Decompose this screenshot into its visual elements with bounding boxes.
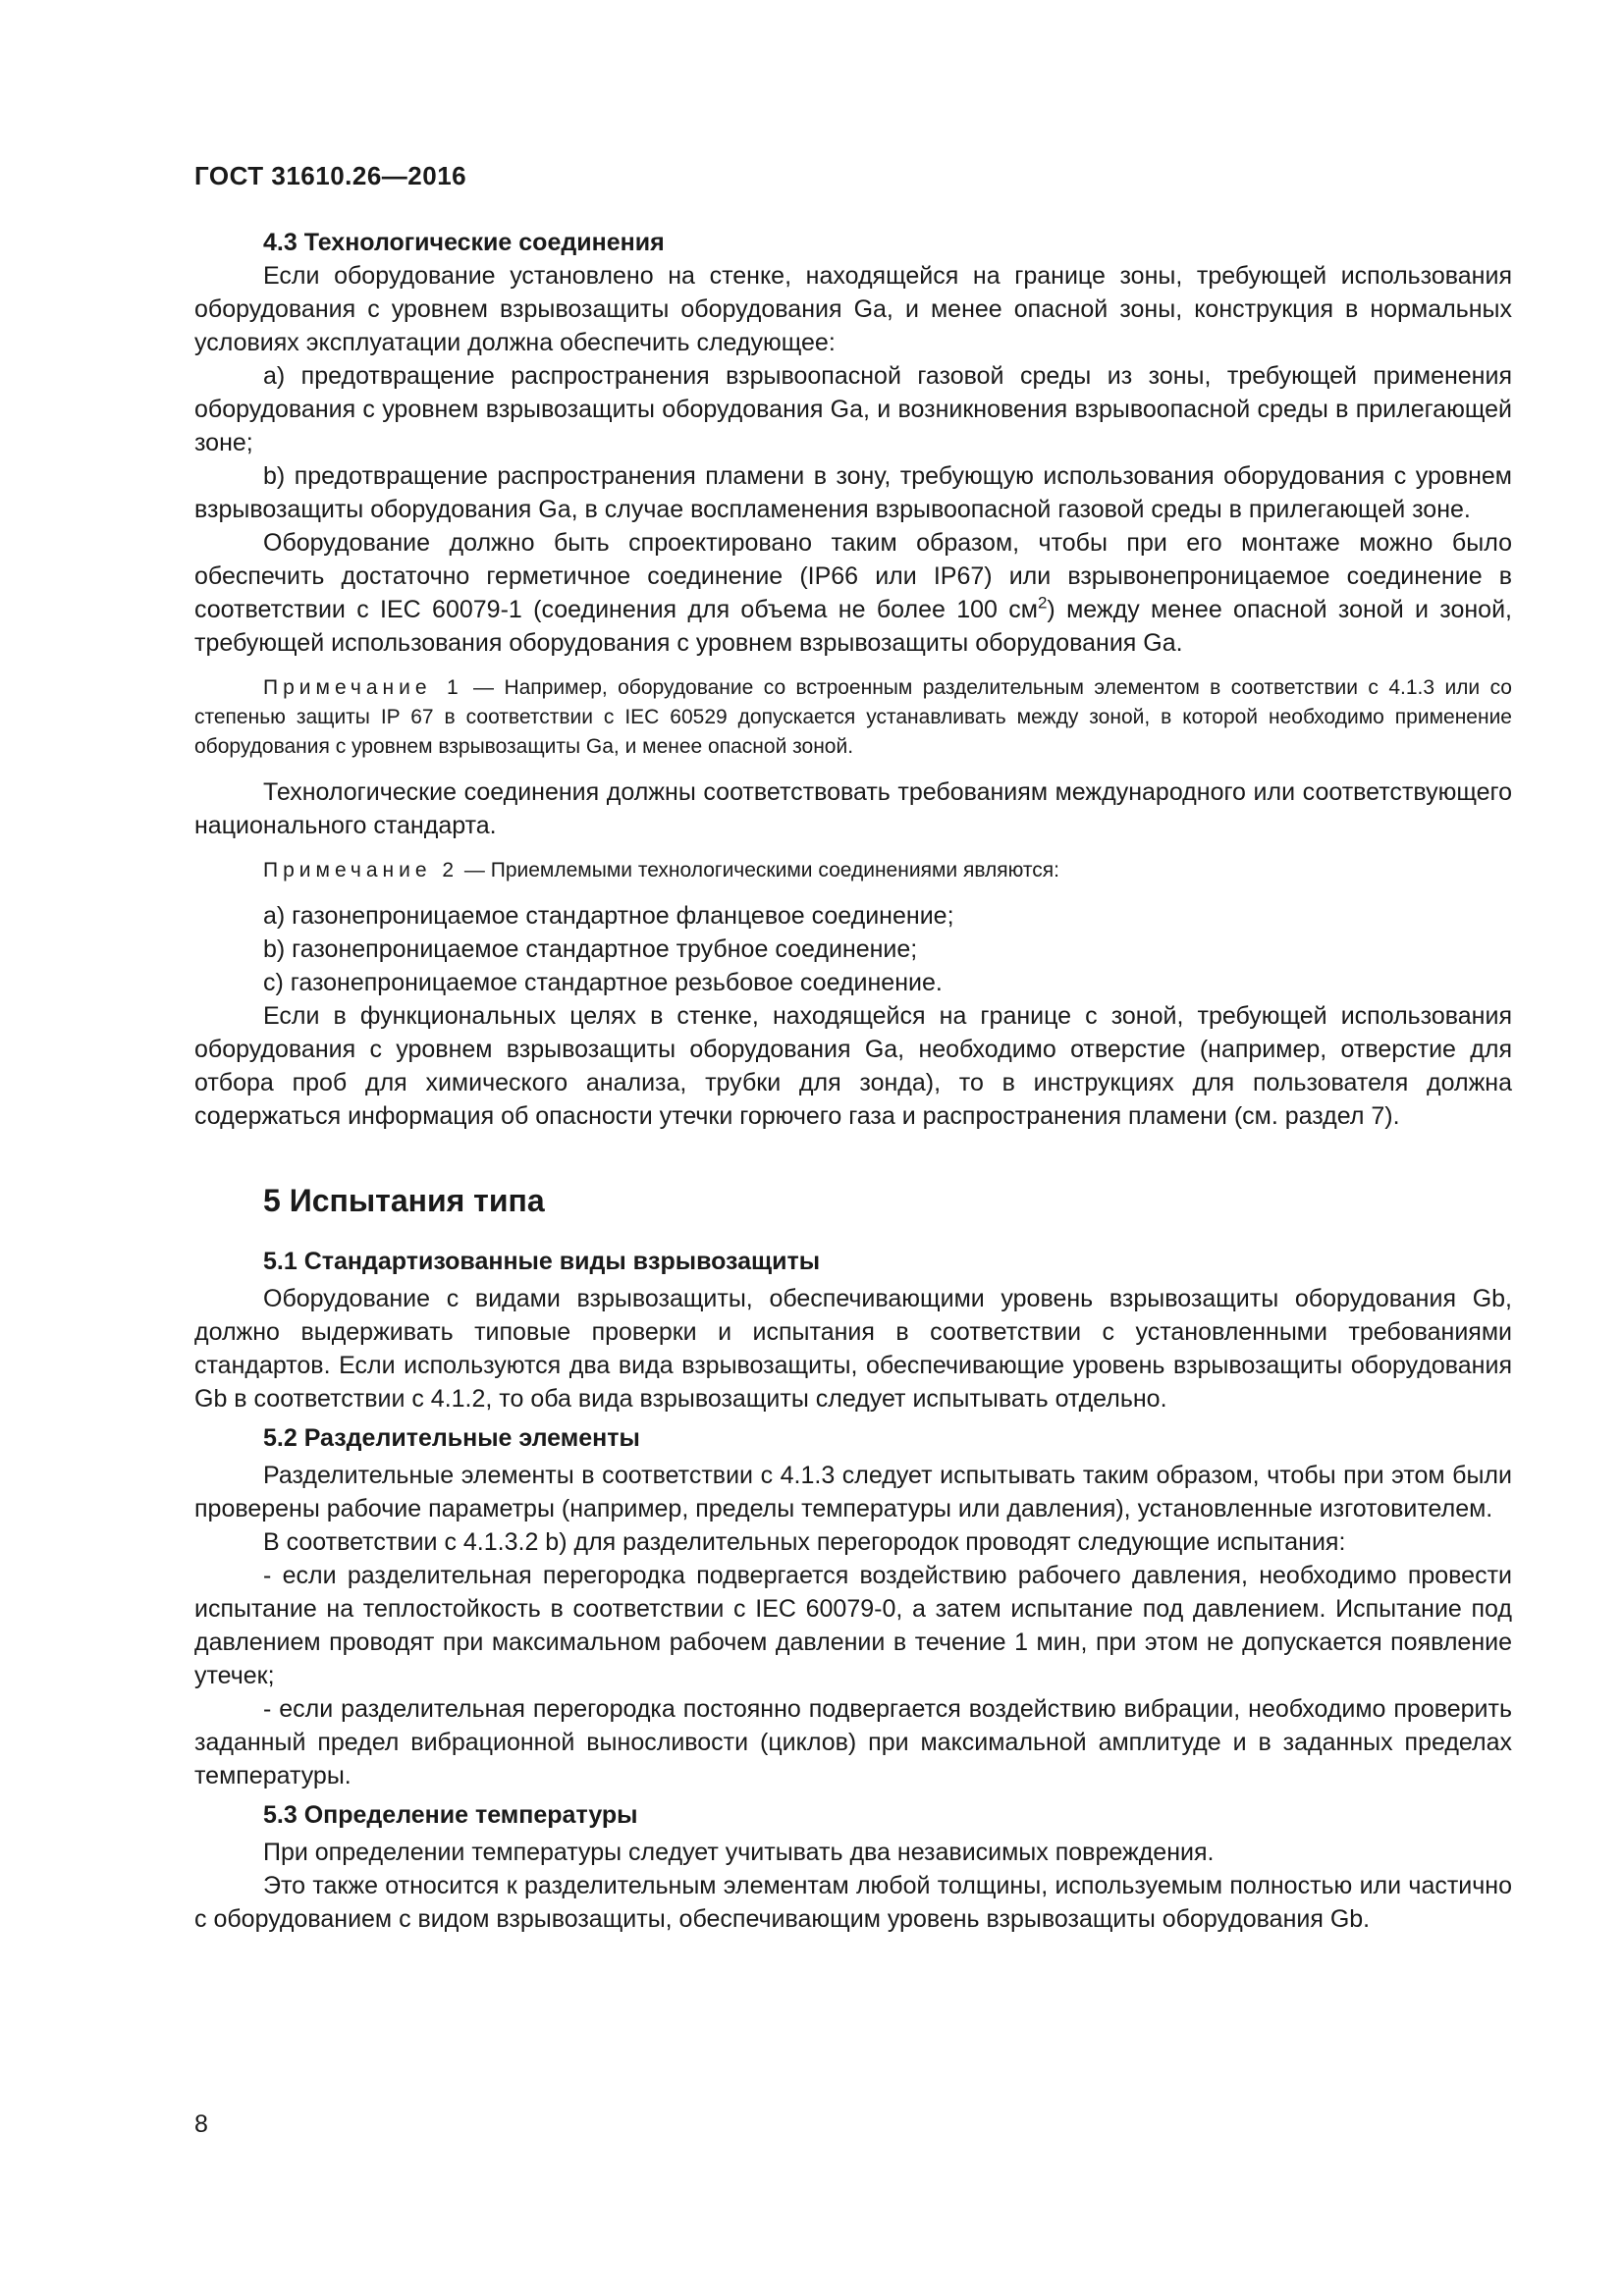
section-5-3-heading: 5.3 Определение температуры xyxy=(263,1801,638,1829)
list-item: b) газонепроницаемое стандартное трубное соединение; xyxy=(263,935,918,963)
paragraph: - если разделительная перегородка подвергается воздействию рабочего давления, необходимо провести испытание на теплостойкость в соответствии с IEC 60079-0, а затем испытание под давлением. Испытание под давлением проводят при максимальном рабочем давлении в течение 1 мин, при этом не допускается появление утечек; xyxy=(194,1562,1512,1689)
superscript: 2 xyxy=(1037,593,1048,613)
paragraph: Если в функциональных целях в стенке, находящейся на границе с зоной, требующей использования оборудования с уровнем взрывозащиты оборудования Ga, необходимо отверстие (например, отверстие для отбора проб для химического анализа, трубки для зонда), то в инструкциях для пользователя должна содержаться информация об опасности утечки горючего газа и распространения пламени (см. раздел 7). xyxy=(194,1002,1512,1130)
section-5-heading: 5 Испытания типа xyxy=(263,1183,545,1218)
list-item: a) газонепроницаемое стандартное фланцевое соединение; xyxy=(263,902,954,930)
section-5-2-heading: 5.2 Разделительные элементы xyxy=(263,1424,640,1452)
note-1 xyxy=(194,673,1512,762)
paragraph xyxy=(194,526,1512,660)
running-header: ГОСТ 31610.26—2016 xyxy=(194,161,467,190)
paragraph: Это также относится к разделительным элементам любой толщины, используемым полностью или частично с оборудованием с видом взрывозащиты, обеспечивающим уровень взрывозащиты оборудования Gb. xyxy=(194,1872,1512,1933)
paragraph: В соответствии с 4.1.3.2 b) для разделительных перегородок проводят следующие испытания: xyxy=(263,1528,1346,1556)
note-label: Примечание 2 xyxy=(263,859,460,881)
note-text: — Приемлемыми технологическими соединениями являются: xyxy=(459,859,1059,881)
list-item: c) газонепроницаемое стандартное резьбовое соединение. xyxy=(263,969,943,996)
note-2 xyxy=(194,856,1512,885)
paragraph: - если разделительная перегородка постоянно подвергается воздействию вибрации, необходимо проверить заданный предел вибрационной выносливости (циклов) при максимальной амплитуде и в заданных пределах температуры. xyxy=(194,1695,1512,1789)
note-label: Примечание 1 xyxy=(263,676,463,699)
list-item-a: a) предотвращение распространения взрывоопасной газовой среды из зоны, требующей применения оборудования с уровнем взрывозащиты оборудования Ga, и возникновения взрывоопасной среды в прилегающей зоне; xyxy=(194,362,1512,456)
note-text: — Например, оборудование со встроенным разделительным элементом в соответствии с 4.1.3 или со степенью защиты IP 67 в соответствии с IEC 60529 допускается устанавливать между зоной, в которой необходимо применение оборудования с уровнем взрывозащиты Ga, и менее опасной зоной. xyxy=(194,676,1512,758)
page-content xyxy=(194,226,1512,1936)
list-item-b: b) предотвращение распространения пламени в зону, требующую использования оборудования с уровнем взрывозащиты оборудования Ga, в случае воспламенения взрывоопасной газовой среды в прилегающей зоне. xyxy=(194,462,1512,523)
page-number: 8 xyxy=(194,2110,208,2138)
paragraph: При определении температуры следует учитывать два независимых повреждения. xyxy=(263,1839,1215,1866)
paragraph: Если оборудование установлено на стенке, находящейся на границе зоны, требующей использования оборудования с уровнем взрывозащиты оборудования Ga, и менее опасной зоны, конструкция в нормальных условиях эксплуатации должна обеспечить следующее: xyxy=(194,262,1512,356)
paragraph: Разделительные элементы в соответствии с 4.1.3 следует испытывать таким образом, чтобы при этом были проверены рабочие параметры (например, пределы температуры или давления), установленные изготовителем. xyxy=(194,1462,1512,1522)
paragraph: Оборудование с видами взрывозащиты, обеспечивающими уровень взрывозащиты оборудования Gb, должно выдерживать типовые проверки и испытания в соответствии с установленными требованиями стандартов. Если используются два вида взрывозащиты, обеспечивающие уровень взрывозащиты оборудования Gb в соответствии с 4.1.2, то оба вида взрывозащиты следует испытывать отдельно. xyxy=(194,1285,1512,1413)
section-5-1-heading: 5.1 Стандартизованные виды взрывозащиты xyxy=(263,1248,821,1275)
text-span: ) между менее опасной зоной и зоной, требующей использования оборудования с уровнем взрывозащиты оборудования Ga. xyxy=(194,596,1512,657)
section-4-3-heading: 4.3 Технологические соединения xyxy=(263,229,665,256)
paragraph: Технологические соединения должны соответствовать требованиям международного или соответствующего национального стандарта. xyxy=(194,778,1512,839)
text-span: Оборудование должно быть спроектировано таким образом, чтобы при его монтаже можно было обеспечить достаточно герметичное соединение (IP66 или IP67) или взрывонепроницаемое соединение в соответствии с IEC 60079-1 (соединения для объема не более 100 см xyxy=(194,529,1512,623)
